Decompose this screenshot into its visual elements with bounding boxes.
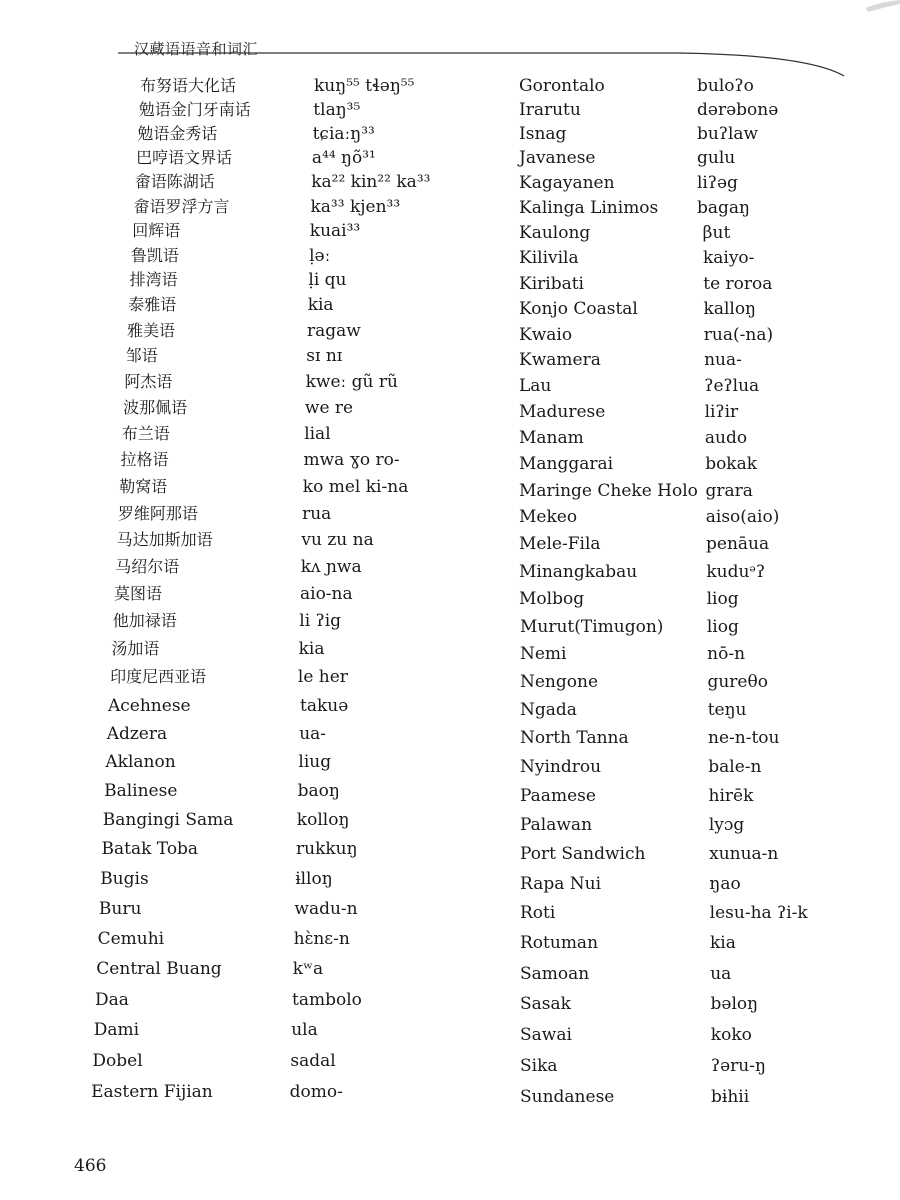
column-3-entry: Samoan <box>520 964 590 984</box>
column-1-entry: 邹语 <box>125 346 158 365</box>
column-2-entry: li ʔig <box>299 611 342 631</box>
column-4-entry: ŋao <box>709 874 741 894</box>
column-2-entry: ɨlloŋ <box>295 869 333 889</box>
column-3-entry: Lau <box>519 376 552 396</box>
column-2-entry: kʷa <box>292 959 324 979</box>
column-2-entry: sɪ nɪ <box>306 346 343 366</box>
column-2-entry: ka²² kin²² ka³³ <box>311 172 431 192</box>
column-4-entry: gureθo <box>707 672 768 692</box>
column-1-entry: 回辉语 <box>132 221 181 240</box>
column-1-entry: 雅美语 <box>127 321 176 340</box>
column-4-entry: βut <box>702 223 731 243</box>
column-2-entry: mwa ɣo ro- <box>303 450 400 470</box>
column-2-entry: liug <box>298 752 332 772</box>
column-1-entry: 马绍尔语 <box>115 557 180 576</box>
column-2-entry: rukkuŋ <box>296 839 358 859</box>
column-3-entry: Molbog <box>519 589 585 609</box>
column-4-entry: bagaŋ <box>697 198 750 218</box>
column-2-entry: kia <box>298 639 325 659</box>
column-1-entry: 印度尼西亚语 <box>110 667 207 686</box>
column-4-entry: kuduᵊʔ <box>706 562 766 582</box>
column-4-entry: liog <box>706 617 739 637</box>
column-2-entry: a⁴⁴ ŋõ³¹ <box>311 148 376 168</box>
column-3-entry: Rapa Nui <box>520 874 602 894</box>
column-4-entry: ʔəru-ŋ <box>711 1056 766 1076</box>
column-3-entry: Konjo Coastal <box>519 299 638 319</box>
column-2-entry: kweː gũ rũ <box>305 372 398 392</box>
column-3-entry: Sasak <box>520 994 571 1014</box>
column-1-entry: 布兰语 <box>121 424 170 443</box>
column-2-entry: tambolo <box>292 990 362 1010</box>
column-4-entry: kaiyo- <box>702 248 755 268</box>
column-1-entry: 汤加语 <box>111 639 160 658</box>
column-4-entry: liʔir <box>704 402 739 422</box>
column-1-entry: Central Buang <box>96 959 222 979</box>
column-2-entry: baoŋ <box>297 781 340 801</box>
column-3-entry: Nemi <box>520 644 567 664</box>
column-3-entry: Murut(Timugon) <box>520 617 664 637</box>
column-1-entry: 他加禄语 <box>112 611 177 630</box>
column-4-entry: nua- <box>704 350 742 370</box>
column-3-entry: Port Sandwich <box>520 844 646 864</box>
column-1-entry: 波那佩语 <box>123 398 188 417</box>
column-3-entry: Javanese <box>519 148 596 168</box>
column-2-entry: rua <box>302 504 332 524</box>
column-3-entry: Kalinga Linimos <box>519 198 659 218</box>
column-2-entry: aio-na <box>300 584 353 604</box>
column-3-entry: Kagayanen <box>519 173 615 193</box>
column-4-entry: audo <box>704 428 748 448</box>
column-4-entry: lesu-ha ʔi-k <box>709 903 808 923</box>
column-1-entry: 勉语金秀话 <box>137 124 218 143</box>
column-2-entry: ko mel ki-na <box>302 477 409 497</box>
column-3-entry: Kaulong <box>519 223 591 243</box>
column-1-entry: 畲语罗浮方言 <box>133 197 230 216</box>
column-1-entry: 鲁凯语 <box>130 246 179 265</box>
column-1-entry: 巴哼语文界话 <box>136 148 233 167</box>
column-3-entry: Gorontalo <box>519 76 605 96</box>
column-4-entry: lyɔg <box>708 815 745 835</box>
column-2-entry: we re <box>304 398 354 418</box>
column-4-entry: ua <box>710 964 732 984</box>
column-4-entry: gulu <box>697 148 736 168</box>
column-4-entry: liog <box>706 589 739 609</box>
column-4-entry: kia <box>709 933 736 953</box>
column-4-entry: bokak <box>705 454 758 474</box>
column-1-entry: Dami <box>93 1020 140 1040</box>
column-4-entry: liʔəg <box>697 173 738 193</box>
column-3-entry: Minangkabau <box>519 562 638 582</box>
column-2-entry: kuŋ⁵⁵ tɬəŋ⁵⁵ <box>314 76 415 96</box>
column-1-entry: 勒窝语 <box>119 477 168 496</box>
column-1-entry: Daa <box>95 990 129 1010</box>
column-3-entry: Sawai <box>520 1025 572 1045</box>
column-3-entry: Kilivila <box>519 248 579 268</box>
column-2-entry: ka³³ kjen³³ <box>310 197 401 217</box>
column-1-entry: 马达加斯加语 <box>116 530 213 549</box>
page-number: 466 <box>74 1156 107 1176</box>
column-1-entry: Batak Toba <box>101 839 199 859</box>
column-1-entry: Balinese <box>104 781 178 801</box>
column-3-entry: Irarutu <box>519 100 581 120</box>
column-3-entry: Nyindrou <box>520 757 602 777</box>
column-3-entry: Mele-Fila <box>519 534 601 554</box>
column-3-entry: Madurese <box>519 402 606 422</box>
column-3-entry: Manam <box>519 428 584 448</box>
column-2-entry: sadal <box>290 1051 336 1071</box>
column-3-entry: Maringe Cheke Holo <box>519 481 698 501</box>
column-2-entry: ula <box>291 1020 318 1040</box>
column-3-entry: Paamese <box>520 786 596 806</box>
column-4-entry: hirēk <box>708 786 754 806</box>
running-header-title: 汉藏语语音和词汇 <box>134 40 259 58</box>
column-1-entry: 畲语陈湖话 <box>134 172 215 191</box>
column-2-entry: kia <box>307 295 334 315</box>
column-2-entry: le her <box>297 667 348 687</box>
column-4-entry: dərəbonə <box>697 100 779 120</box>
column-2-entry: vu zu na <box>301 530 374 550</box>
column-1-entry: Dobel <box>92 1051 143 1071</box>
column-2-entry: domo- <box>289 1082 343 1102</box>
column-1-entry: Eastern Fijian <box>91 1082 213 1102</box>
column-3-entry: Sika <box>520 1056 558 1076</box>
column-1-entry: 罗维阿那语 <box>117 504 198 523</box>
column-2-entry: ua- <box>299 724 327 744</box>
column-2-entry: ḷi qu <box>308 270 347 290</box>
column-1-entry: 排湾语 <box>129 270 178 289</box>
column-4-entry: koko <box>710 1025 752 1045</box>
column-4-entry: aiso(aio) <box>705 507 780 527</box>
column-3-entry: Ngada <box>520 700 577 720</box>
column-4-entry: buloʔo <box>697 76 754 96</box>
column-1-entry: Bugis <box>100 869 149 889</box>
column-3-entry: Isnag <box>519 124 567 144</box>
column-4-entry: bɨhii <box>711 1087 750 1107</box>
column-4-entry: te roroa <box>703 274 773 294</box>
column-2-entry: tlaŋ³⁵ <box>313 100 361 120</box>
column-1-entry: 莫图语 <box>114 584 163 603</box>
column-4-entry: buʔlaw <box>697 124 759 144</box>
column-4-entry: nō-n <box>707 644 746 664</box>
column-1-entry: Aklanon <box>105 752 176 772</box>
column-3-entry: Kwamera <box>519 350 601 370</box>
column-3-entry: Kwaio <box>519 325 573 345</box>
column-4-entry: bəloŋ <box>710 994 759 1014</box>
column-3-entry: Manggarai <box>519 454 614 474</box>
column-2-entry: hɛ̀nɛ-n <box>293 929 350 949</box>
column-2-entry: kuai³³ <box>309 221 361 241</box>
column-1-entry: 拉格语 <box>120 450 169 469</box>
column-2-entry: tɕiaːŋ³³ <box>312 124 375 144</box>
column-4-entry: teŋu <box>707 700 747 720</box>
column-1-entry: 阿杰语 <box>124 372 173 391</box>
column-1-entry: Cemuhi <box>97 929 165 949</box>
column-4-entry: bale-n <box>708 757 762 777</box>
column-4-entry: kalloŋ <box>703 299 757 319</box>
column-2-entry: ragaw <box>307 321 361 341</box>
column-1-entry: Buru <box>98 899 142 919</box>
column-3-entry: Nengone <box>520 672 599 692</box>
corner-shadow-mark <box>860 0 900 14</box>
column-3-entry: North Tanna <box>520 728 629 748</box>
column-1-entry: Acehnese <box>108 696 191 716</box>
column-4-entry: grara <box>705 481 753 501</box>
column-4-entry: xunua-n <box>709 844 779 864</box>
column-3-entry: Rotuman <box>520 933 599 953</box>
column-2-entry: takuə <box>300 696 349 716</box>
column-2-entry: kʌ ɲwa <box>300 557 362 577</box>
column-3-entry: Roti <box>520 903 556 923</box>
column-4-entry: rua(-na) <box>703 325 774 345</box>
column-3-entry: Kiribati <box>519 274 584 294</box>
column-2-entry: wadu-n <box>294 899 358 919</box>
column-2-entry: ḷəː <box>309 246 331 266</box>
column-1-entry: 勉语金门牙南话 <box>138 100 251 119</box>
column-2-entry: lial <box>304 424 331 444</box>
column-3-entry: Sundanese <box>520 1087 615 1107</box>
column-3-entry: Mekeo <box>519 507 578 527</box>
column-4-entry: ʔeʔlua <box>704 376 760 396</box>
column-3-entry: Palawan <box>520 815 593 835</box>
column-4-entry: ne-n-tou <box>708 728 780 748</box>
column-1-entry: Bangingi Sama <box>102 810 234 830</box>
column-1-entry: 泰雅语 <box>128 295 177 314</box>
column-1-entry: 布努语大化话 <box>140 76 237 95</box>
column-4-entry: penāua <box>706 534 770 554</box>
column-1-entry: Adzera <box>106 724 168 744</box>
column-2-entry: kolloŋ <box>296 810 350 830</box>
